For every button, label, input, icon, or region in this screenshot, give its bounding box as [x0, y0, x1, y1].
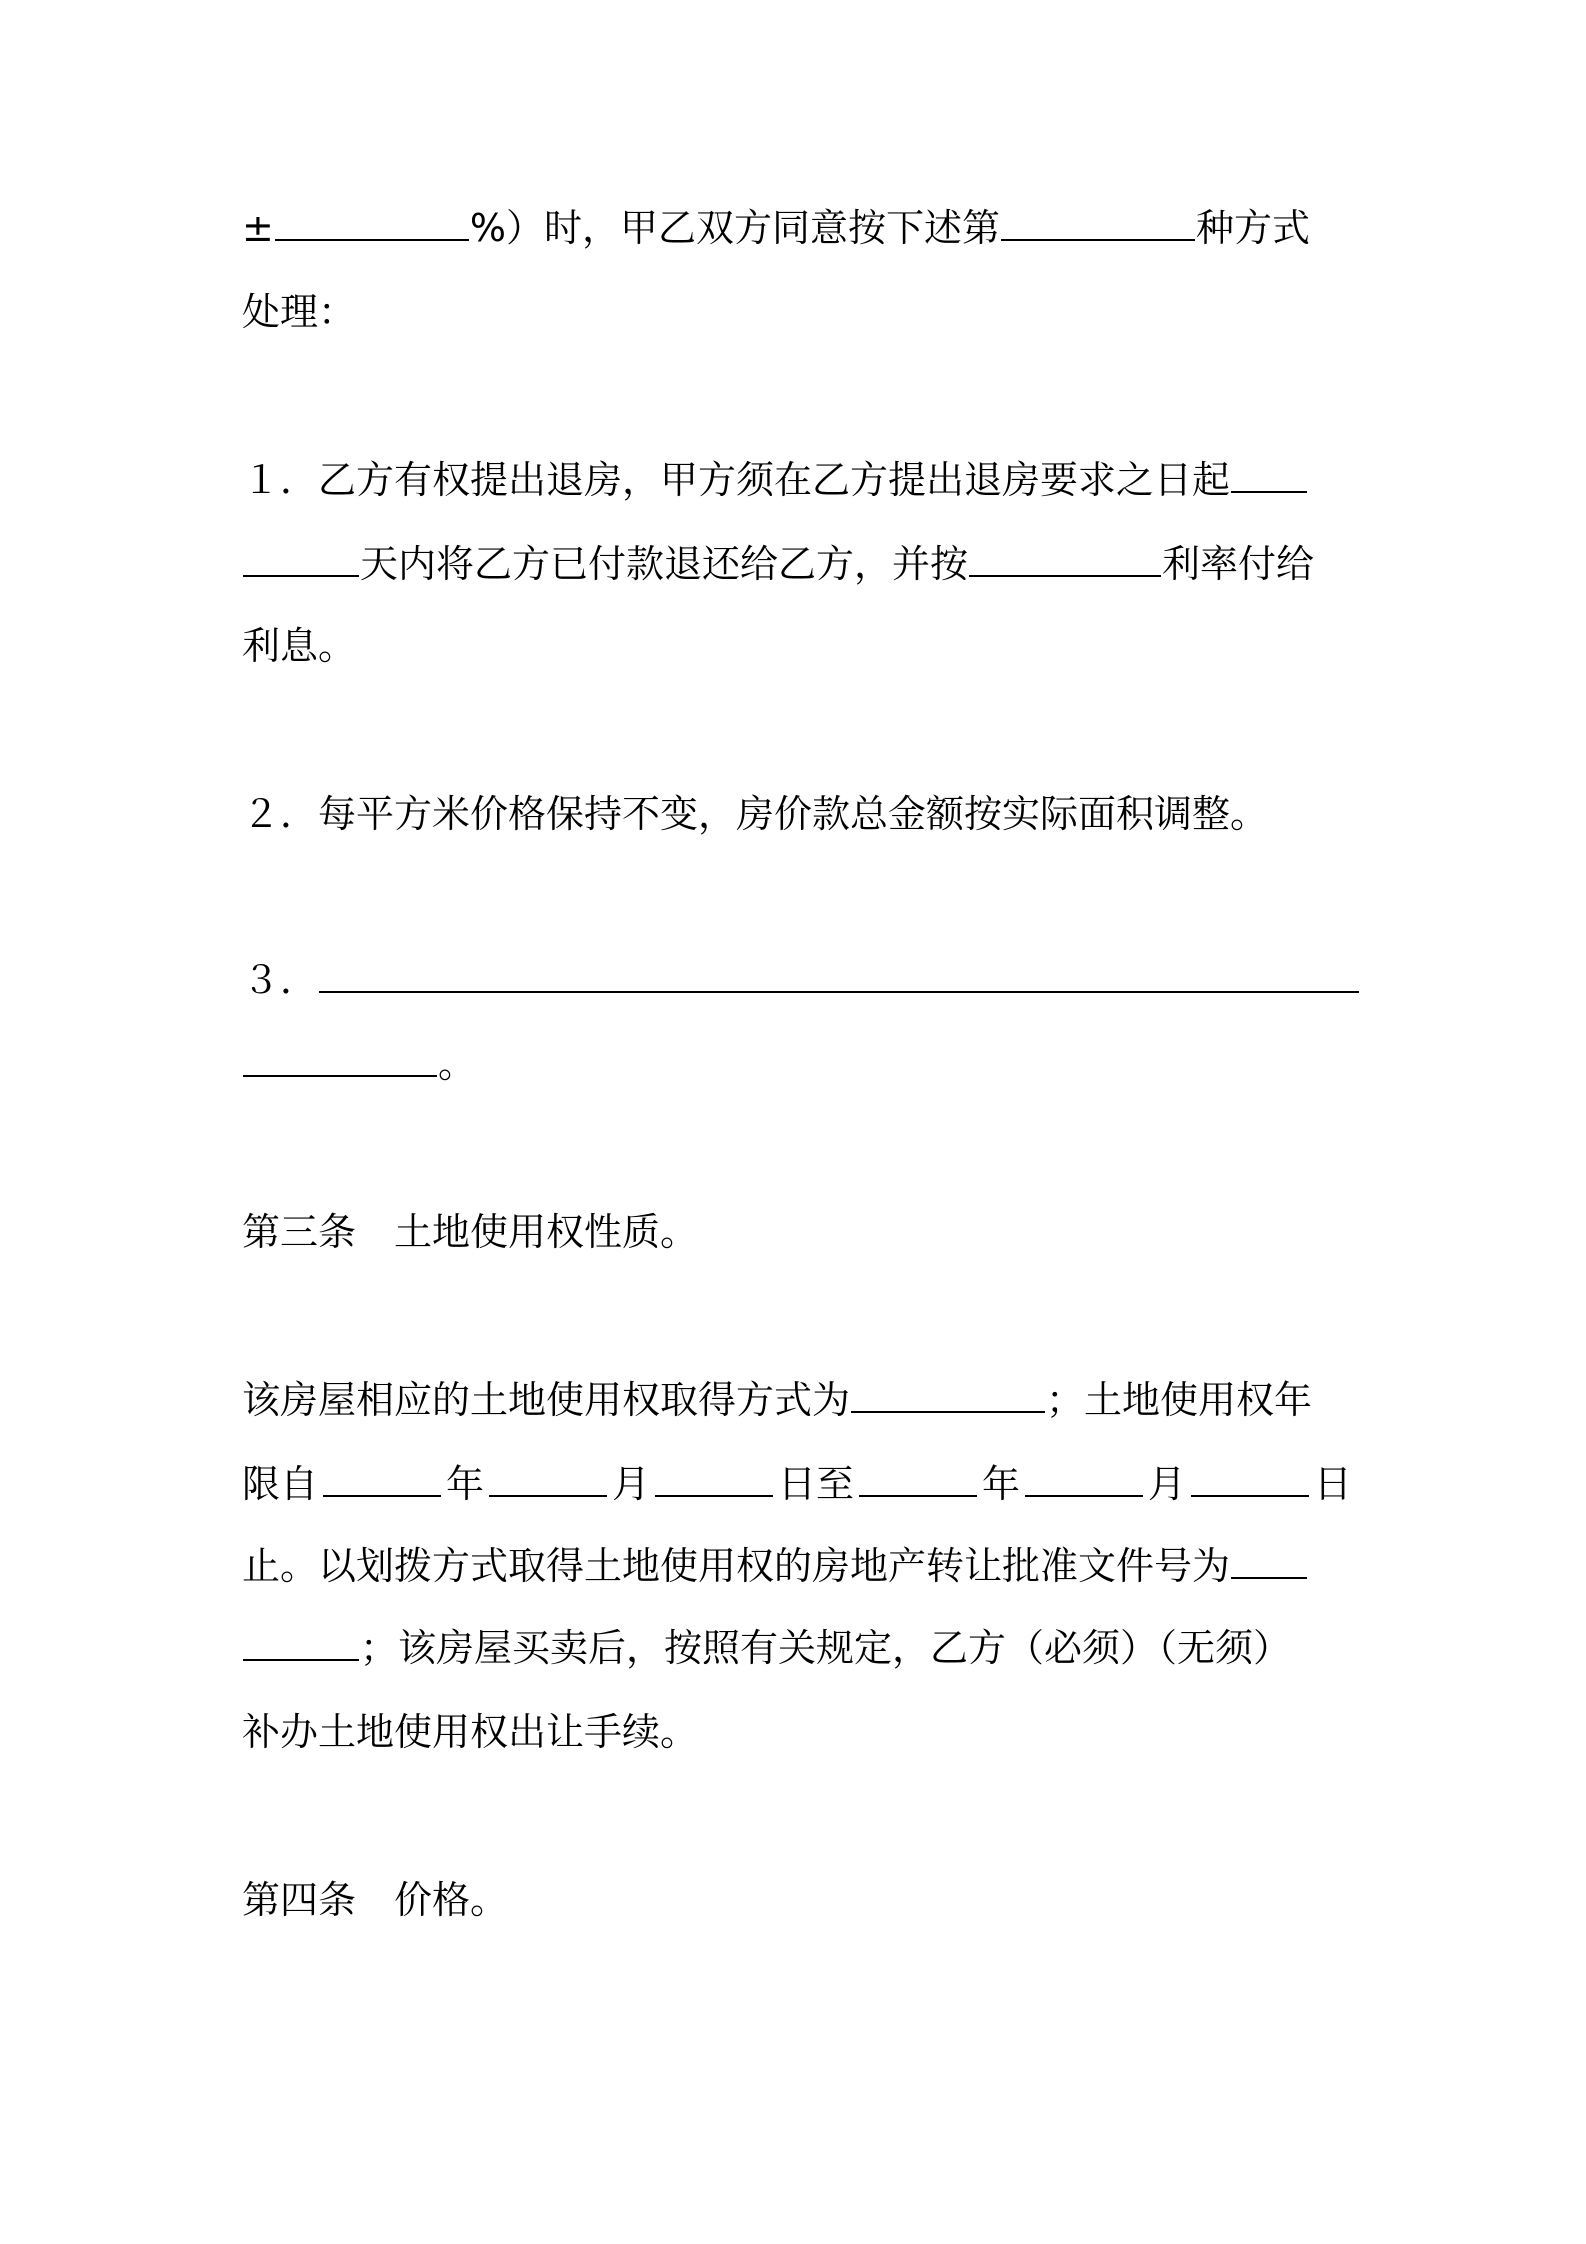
year-label-2: 年: [981, 1462, 1020, 1506]
method-number-blank: [1001, 238, 1195, 241]
article3-line4: [242, 1618, 1352, 1678]
item2-line: ２．每平方米价格保持不变，房价款总金额按实际面积调整。: [242, 792, 1269, 836]
acquisition-method-blank: [851, 1410, 1045, 1413]
item1-line3: 利息。: [242, 624, 357, 668]
article3-line3: [242, 1536, 1352, 1596]
plus-minus-sign: ±: [242, 206, 274, 250]
para1-line1: [242, 198, 1352, 258]
days-blank-start: [1231, 490, 1307, 493]
end-month-blank: [1025, 1494, 1143, 1497]
item1-line1: [242, 450, 1352, 510]
article3-text-1: 该房屋相应的土地使用权取得方式为: [242, 1378, 851, 1422]
start-month-blank: [489, 1494, 607, 1497]
item3-blank-end: [243, 1074, 437, 1077]
item1-line2: [242, 534, 1352, 594]
approval-number-blank-start: [1231, 1576, 1307, 1579]
item3-line1: [242, 950, 1352, 1010]
article3-text-4: ；该房屋买卖后，按照有关规定，乙方（必须）（无须）: [360, 1626, 1292, 1670]
item3-label: ３．: [242, 958, 319, 1002]
item3-blank-long: [319, 990, 1359, 993]
item3-line2: [242, 1034, 1352, 1094]
article3-line2: [242, 1454, 1352, 1514]
item1-text-2: 天内将乙方已付款退还给乙方，并按: [360, 542, 969, 586]
para1-text-end: 种方式: [1195, 206, 1310, 250]
start-year-blank: [323, 1494, 441, 1497]
month-label-1: 月: [611, 1462, 650, 1506]
term-from-label: 限自: [242, 1462, 319, 1506]
start-day-blank: [655, 1494, 773, 1497]
year-label-1: 年: [445, 1462, 484, 1506]
article3-title: 第三条 土地使用权性质。: [242, 1210, 699, 1254]
item3-end: 。: [438, 1042, 477, 1086]
tolerance-blank: [275, 238, 469, 241]
month-label-2: 月: [1147, 1462, 1186, 1506]
article3-line5: 补办土地使用权出让手续。: [242, 1710, 699, 1754]
approval-number-blank-end: [243, 1658, 359, 1661]
para1-text: %）时，甲乙双方同意按下述第: [469, 206, 1000, 250]
article4-title: 第四条 价格。: [242, 1878, 509, 1922]
item1-text: １．乙方有权提出退房，甲方须在乙方提出退房要求之日起: [242, 458, 1231, 502]
article3-text-3: 止。以划拨方式取得土地使用权的房地产转让批准文件号为: [242, 1544, 1231, 1588]
article3-line1: [242, 1370, 1352, 1430]
para1-line2: 处理：: [242, 290, 357, 334]
days-blank-end: [243, 574, 359, 577]
interest-rate-blank: [969, 574, 1161, 577]
day-label-2: 日: [1313, 1462, 1352, 1506]
article3-text-2: ；土地使用权年: [1046, 1378, 1313, 1422]
end-day-blank: [1191, 1494, 1309, 1497]
item1-text-3: 利率付给: [1162, 542, 1315, 586]
end-year-blank: [859, 1494, 977, 1497]
day-to-label: 日至: [777, 1462, 854, 1506]
